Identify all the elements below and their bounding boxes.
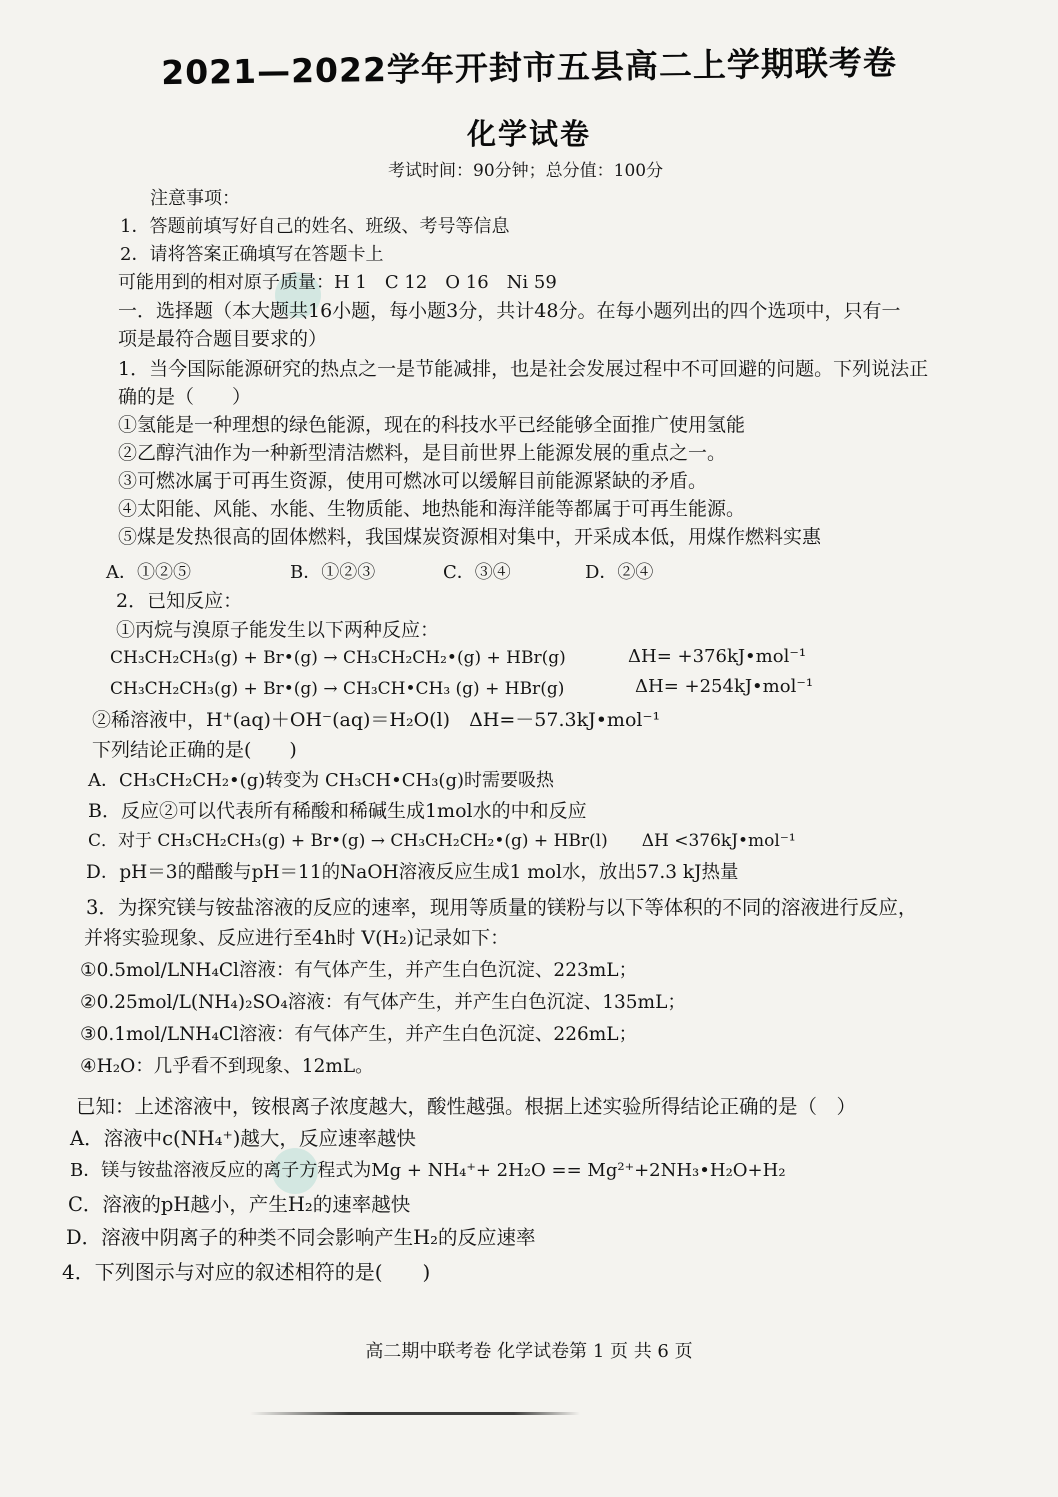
q2-stem: 2．已知反应： <box>116 590 243 612</box>
q2-option-c: C．对于 CH₃CH₂CH₃(g) + Br•(g) → CH₃CH₂CH₂•(g) + HBr(l) ΔH <376kJ•mol⁻¹ <box>88 831 796 851</box>
notice-item-1: 1．答题前填写好自己的姓名、班级、考号等信息 <box>120 216 510 237</box>
q2-reaction-2-enthalpy: ΔH= +254kJ•mol⁻¹ <box>635 676 814 697</box>
q3-experiment-4: ④H₂O：几乎看不到现象、12mL。 <box>80 1056 374 1077</box>
q3-option-b: B．镁与铵盐溶液反应的离子方程式为Mg + NH₄⁺+ 2H₂O == Mg²⁺+2NH₃•H₂O+H₂ <box>70 1160 786 1181</box>
q3-option-c: C．溶液的pH越小，产生H₂的速率越快 <box>68 1193 411 1216</box>
q2-reaction-1: CH₃CH₂CH₃(g) + Br•(g) → CH₃CH₂CH₂•(g) + HBr(g) <box>110 648 566 668</box>
q2-condition-1: ①丙烷与溴原子能发生以下两种反应： <box>116 619 440 641</box>
q3-known: 已知：上述溶液中，铵根离子浓度越大，酸性越强。根据上述实验所得结论正确的是（ ） <box>76 1095 857 1118</box>
q1-option-c: C．③④ <box>443 562 511 583</box>
q2-reaction-1-enthalpy: ΔH= +376kJ•mol⁻¹ <box>628 646 807 667</box>
q3-experiment-2: ②0.25mol/L(NH₄)₂SO₄溶液：有气体产生，并产生白色沉淀、135mL； <box>80 992 686 1013</box>
q3-option-a: A．溶液中c(NH₄⁺)越大，反应速率越快 <box>70 1127 416 1150</box>
exam-title: 2021—2022学年开封市五县高二上学期联考卷 <box>160 42 898 93</box>
q1-option-b: B．①②③ <box>290 562 376 583</box>
section-heading-cont: 项是最符合题目要求的） <box>118 328 328 350</box>
q3-experiment-3: ③0.1mol/LNH₄Cl溶液：有气体产生，并产生白色沉淀、226mL； <box>80 1024 638 1045</box>
q1-option-d: D．②④ <box>585 562 654 583</box>
q1-statement-5: ⑤煤是发热很高的固体燃料，我国煤炭资源相对集中，开采成本低，用煤作燃料实惠 <box>118 526 822 548</box>
q2-reaction-2: CH₃CH₂CH₃(g) + Br•(g) → CH₃CH•CH₃ (g) + HBr(g) <box>110 679 565 699</box>
q2-condition-2: ②稀溶液中，H⁺(aq)＋OH⁻(aq)＝H₂O(l) ΔH=－57.3kJ•mol⁻¹ <box>92 709 661 731</box>
notice-item-2: 2．请将答案正确填写在答题卡上 <box>120 244 384 265</box>
q3-experiment-1: ①0.5mol/LNH₄Cl溶液：有气体产生，并产生白色沉淀、223mL； <box>80 960 638 981</box>
q1-statement-4: ④太阳能、风能、水能、生物质能、地热能和海洋能等都属于可再生能源。 <box>118 498 746 520</box>
q1-option-a: A．①②⑤ <box>106 562 191 583</box>
q2-option-b: B．反应②可以代表所有稀酸和稀碱生成1mol水的中和反应 <box>88 800 587 822</box>
q1-statement-1: ①氢能是一种理想的绿色能源，现在的科技水平已经能够全面推广使用氢能 <box>118 414 746 436</box>
section-heading: 一．选择题（本大题共16小题，每小题3分，共计48分。在每小题列出的四个选项中，只有一 <box>118 300 901 322</box>
q1-stem-cont: 确的是（ ） <box>118 386 252 408</box>
atomic-masses: 可能用到的相对原子质量：H 1 C 12 O 16 Ni 59 <box>118 272 557 293</box>
page-footer: 高二期中联考卷 化学试卷第 1 页 共 6 页 <box>365 1341 693 1362</box>
q3-stem-cont: 并将实验现象、反应进行至4h时 V(H₂)记录如下： <box>84 927 510 949</box>
notice-heading: 注意事项： <box>150 188 240 209</box>
q2-ask: 下列结论正确的是( ) <box>92 739 297 761</box>
q3-stem: 3．为探究镁与铵盐溶液的反应的速率，现用等质量的镁粉与以下等体积的不同的溶液进行反应， <box>86 896 918 919</box>
q3-option-d: D．溶液中阴离子的种类不同会影响产生H₂的反应速率 <box>66 1226 536 1249</box>
q2-option-a: A．CH₃CH₂CH₂•(g)转变为 CH₃CH•CH₃(g)时需要吸热 <box>88 770 554 791</box>
q2-option-d: D．pH＝3的醋酸与pH＝11的NaOH溶液反应生成1 mol水，放出57.3 kJ热量 <box>86 862 739 883</box>
q1-statement-2: ②乙醇汽油作为一种新型清洁燃料，是目前世界上能源发展的重点之一。 <box>118 442 727 464</box>
scan-artifact-line <box>250 1412 580 1415</box>
q1-stem: 1．当今国际能源研究的热点之一是节能减排，也是社会发展过程中不可回避的问题。下列说法正 <box>118 358 929 380</box>
q1-statement-3: ③可燃冰属于可再生资源，使用可燃冰可以缓解目前能源紧缺的矛盾。 <box>118 470 708 492</box>
q4-stem: 4．下列图示与对应的叙述相符的是( ) <box>62 1260 431 1284</box>
exam-info: 考试时间：90分钟；总分值：100分 <box>388 161 664 181</box>
exam-subtitle: 化学试卷 <box>466 117 591 151</box>
